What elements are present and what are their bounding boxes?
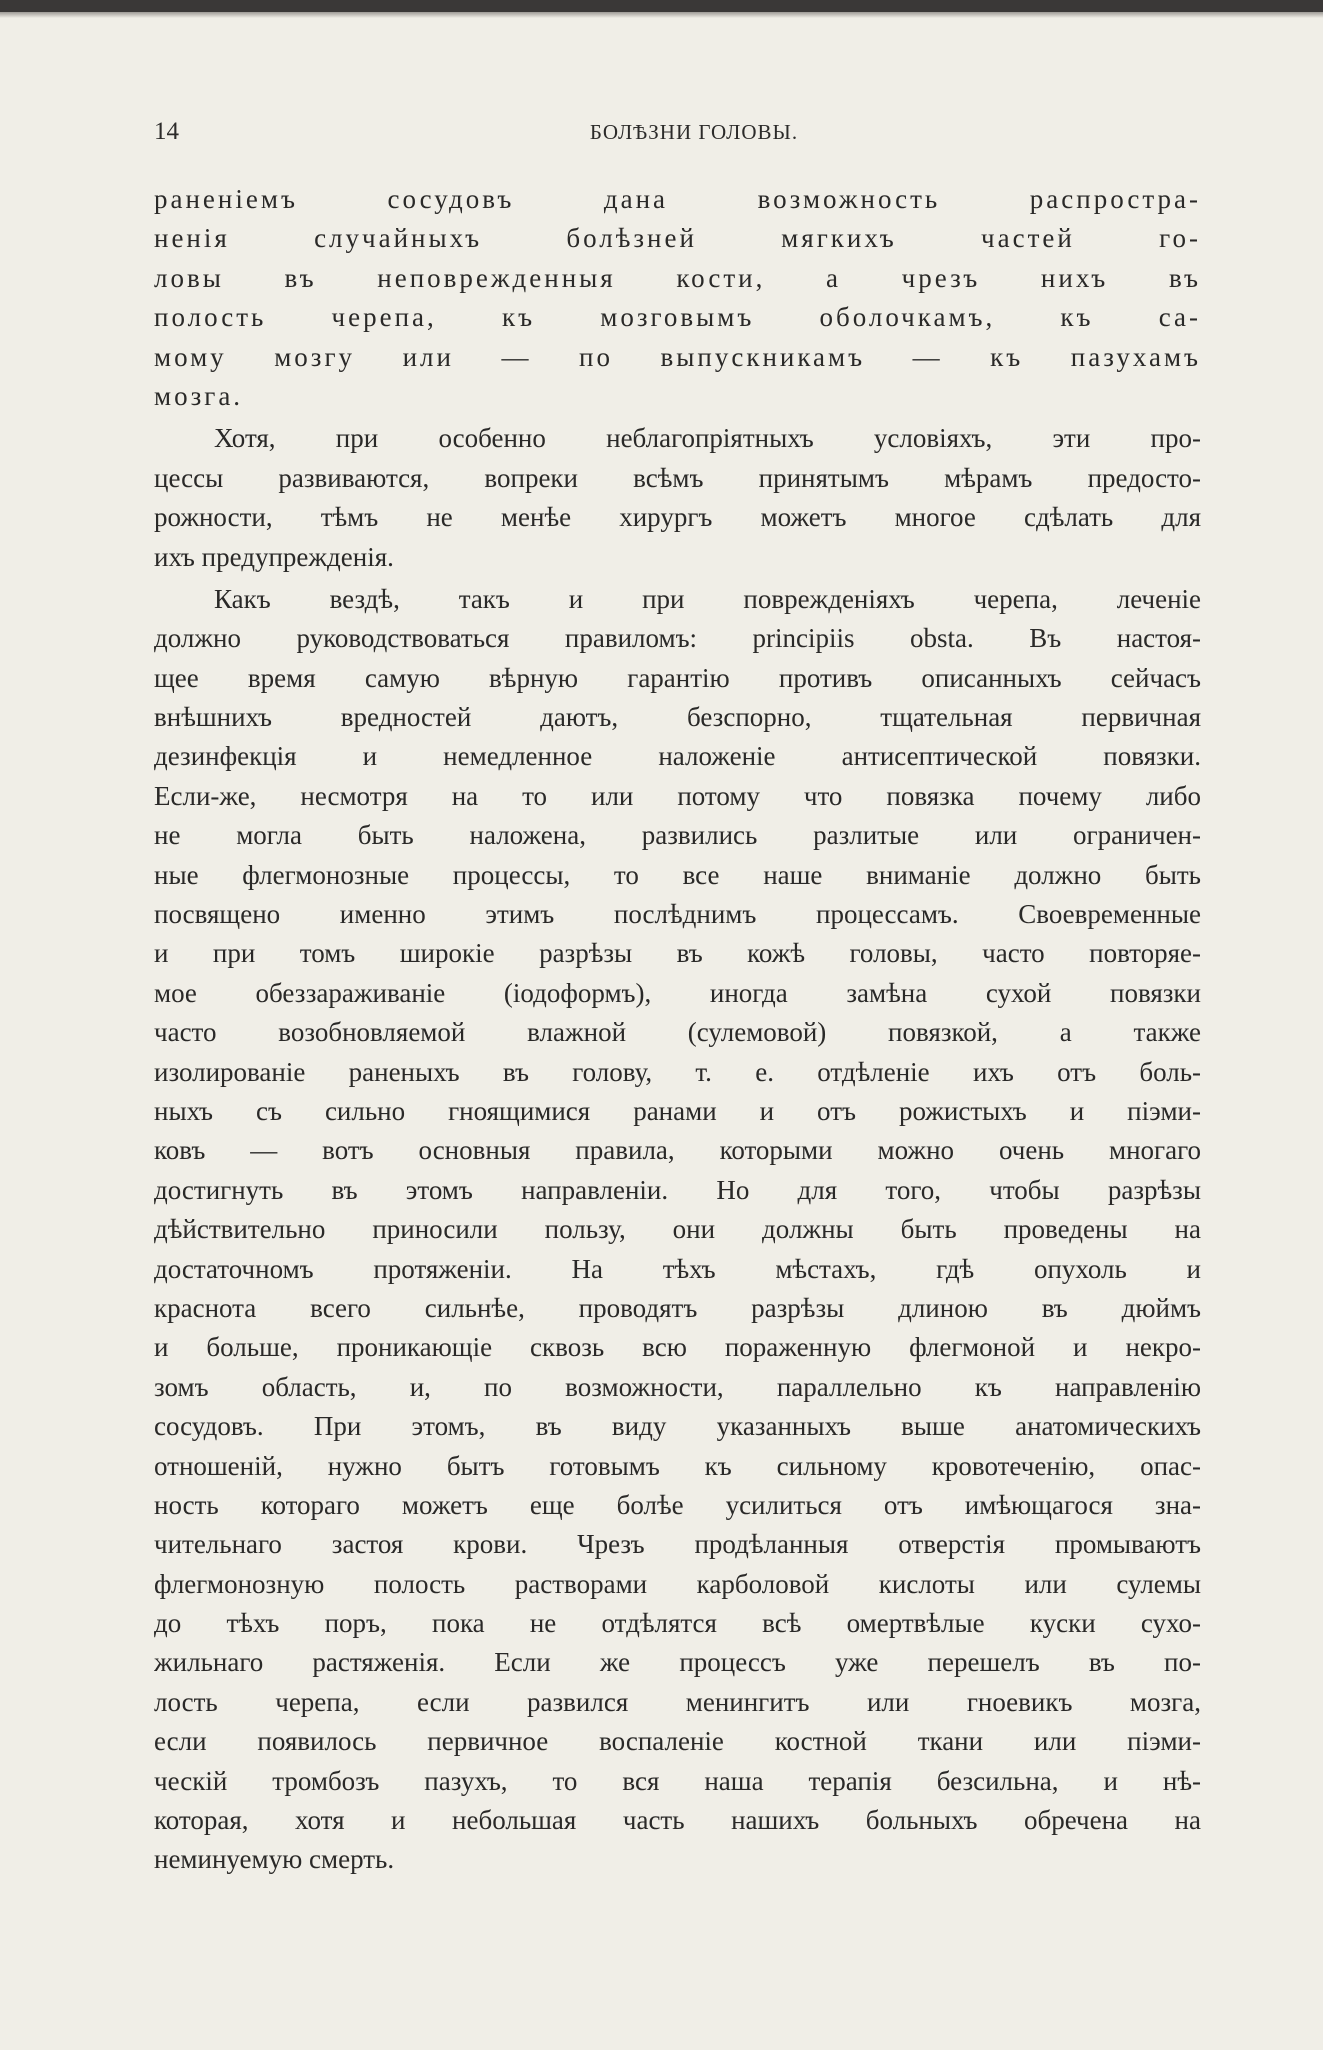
text-line: Хотя, при особенно неблагопріятныхъ условіяхъ, эти про- <box>214 423 1201 454</box>
text-line: ные флегмонозные процессы, то все наше вниманіе должно быть <box>154 859 1201 890</box>
text-line: внѣшнихъ вредностей даютъ, безспорно, тщательная первичная <box>154 702 1201 733</box>
text-line: если появилось первичное воспаленіе костной ткани или піэми- <box>154 1726 1201 1757</box>
text-line: флегмонозную полость растворами карболовой кислоты или сулемы <box>154 1568 1201 1599</box>
text-line: ческій тромбозъ пазухъ, то вся наша терапія безсильна, и нѣ- <box>154 1765 1201 1796</box>
text-line: Если-же, несмотря на то или потому что повязка почему либо <box>154 780 1201 811</box>
page-header <box>154 112 1201 152</box>
scan-top-edge <box>0 0 1323 12</box>
body-text <box>154 180 1201 1880</box>
text-line: Какъ вездѣ, такъ и при поврежденіяхъ черепа, леченіе <box>214 583 1201 614</box>
text-line: сосудовъ. При этомъ, въ виду указанныхъ выше анатомическихъ <box>154 1411 1201 1442</box>
text-line: достаточномъ протяженіи. На тѣхъ мѣстахъ, гдѣ опухоль и <box>154 1253 1201 1284</box>
text-line: должно руководствоваться правиломъ: principiis obsta. Въ настоя- <box>154 623 1201 654</box>
text-line: ловы въ неповрежденныя кости, а чрезъ нихъ въ <box>154 262 1201 293</box>
text-line: полость черепа, къ мозговымъ оболочкамъ, къ са- <box>154 302 1201 333</box>
text-line: которая, хотя и небольшая часть нашихъ больныхъ обречена на <box>154 1805 1201 1836</box>
text-line: и больше, проникающіе сквозь всю пораженную флегмоной и некро- <box>154 1332 1201 1363</box>
text-line: посвящено именно этимъ послѣднимъ процессамъ. Своевременные <box>154 899 1201 930</box>
text-line: до тѣхъ поръ, пока не отдѣлятся всѣ омертвѣлые куски сухо- <box>154 1608 1201 1639</box>
text-line: достигнуть въ этомъ направленіи. Но для того, чтобы разрѣзы <box>154 1174 1201 1205</box>
text-line: отношеній, нужно бытъ готовымъ къ сильному кровотеченію, опас- <box>154 1450 1201 1481</box>
text-line: зомъ область, и, по возможности, параллельно къ направленію <box>154 1371 1201 1402</box>
text-line: чительнаго застоя крови. Чрезъ продѣланныя отверстія промываютъ <box>154 1529 1201 1560</box>
text-line: и при томъ широкіе разрѣзы въ кожѣ головы, часто повторяе- <box>154 938 1201 969</box>
text-line: мое обеззараживаніе (іодоформъ), иногда замѣна сухой повязки <box>154 977 1201 1008</box>
text-line: цессы развиваются, вопреки всѣмъ принятымъ мѣрамъ предосто- <box>154 462 1201 493</box>
text-line: рожности, тѣмъ не менѣе хирургъ можетъ многое сдѣлать для <box>154 502 1201 533</box>
text-line: мозга. <box>154 380 244 411</box>
text-line: краснота всего сильнѣе, проводятъ разрѣзы длиною въ дюймъ <box>154 1292 1201 1323</box>
text-line: часто возобновляемой влажной (сулемовой) повязкой, а также <box>154 1017 1201 1048</box>
text-line: дезинфекція и немедленное наложеніе антисептической повязки. <box>154 741 1201 772</box>
text-line: мому мозгу или — по выпускникамъ — къ пазухамъ <box>154 341 1201 372</box>
text-line: жильнаго растяженія. Если же процессъ уже перешелъ въ по- <box>154 1647 1201 1678</box>
text-line: раненіемъ сосудовъ дана возможность распростра- <box>154 184 1201 214</box>
text-line: изолированіе раненыхъ въ голову, т. е. отдѣленіе ихъ отъ боль- <box>154 1056 1201 1087</box>
text-line: ность котораго можетъ еще болѣе усилиться отъ имѣющагося зна- <box>154 1489 1201 1520</box>
page-number: 14 <box>154 118 179 145</box>
text-line: ихъ предупрежденія. <box>154 541 394 572</box>
text-line: дѣйствительно приносили пользу, они должны быть проведены на <box>154 1214 1201 1245</box>
text-line: ныхъ съ сильно гноящимися ранами и отъ рожистыхъ и піэми- <box>154 1095 1201 1126</box>
text-line: ненія случайныхъ болѣзней мягкихъ частей го- <box>154 223 1201 254</box>
text-line: неминуемую смерть. <box>154 1844 395 1875</box>
text-line: лость черепа, если развился менингитъ или гноевикъ мозга, <box>154 1686 1201 1717</box>
text-line: ковъ — вотъ основныя правила, которыми можно очень многаго <box>154 1135 1201 1166</box>
text-line: не могла быть наложена, развились разлитые или ограничен- <box>154 820 1201 851</box>
scan-edge-shadow <box>0 12 1323 18</box>
text-line: щее время самую вѣрную гарантію противъ описанныхъ сейчасъ <box>154 662 1201 693</box>
running-head: БОЛѢЗНИ ГОЛОВЫ. <box>589 120 799 144</box>
